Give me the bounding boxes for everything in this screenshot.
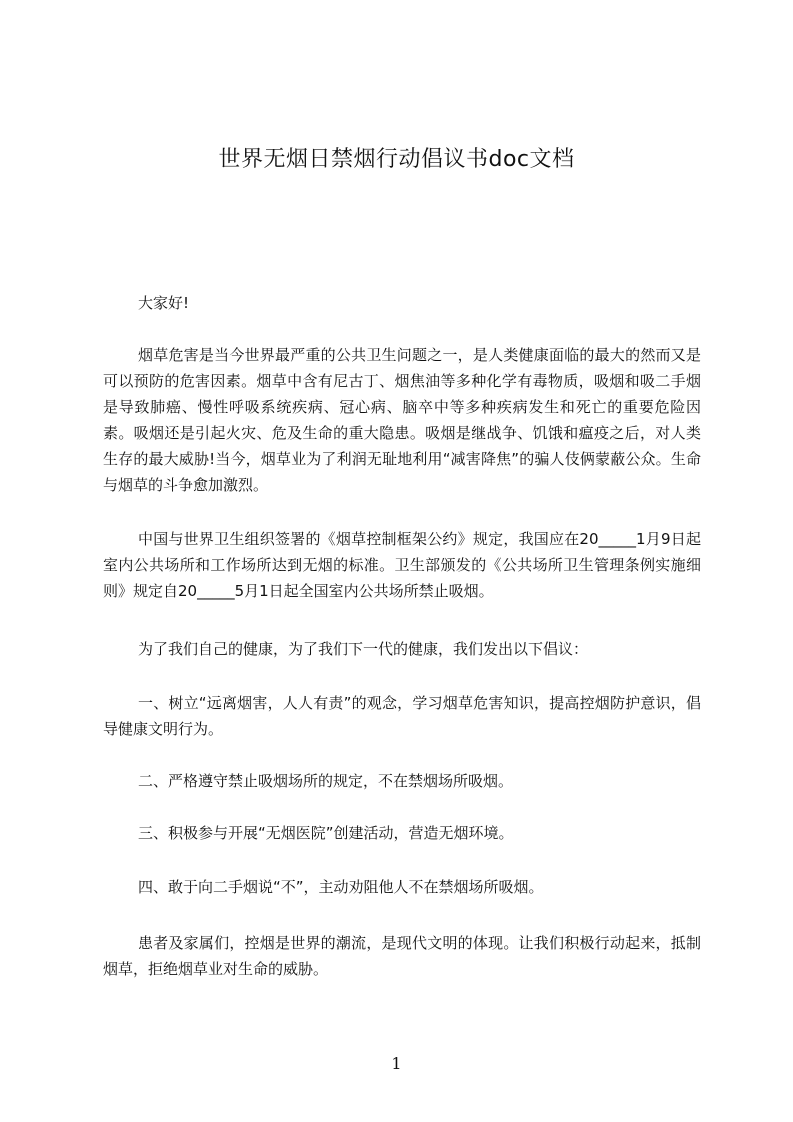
document-title: 世界无烟日禁烟行动倡议书doc文档 — [218, 147, 575, 172]
proposal-item-1: 一、树立“远离烟害，人人有责”的观念，学习烟草危害知识，提高控烟防护意识，倡导健康文明行为。 — [103, 694, 701, 738]
paragraph-smoking-hazards: 烟草危害是当今世界最严重的公共卫生问题之一，是人类健康面临的最大的然而又是可以预防的危害因素。烟草中含有尼古丁、烟焦油等多种化学有毒物质，吸烟和吸二手烟是导致肺癌、慢性呼吸系统疾病、冠心病、脑卒中等多种疾病发生和死亡的重要危险因素。吸烟还是引起火灾、危及生命的重大隐患。吸烟是继战争、饥饿和瘟疫之后，对人类生存的最大威胁!当今，烟草业为了利润无耻地利用“减害降焦”的骗人伎俩蒙蔽公众。生命与烟草的斗争愈加激烈。 — [103, 346, 701, 494]
proposal-item-3: 三、积极参与开展“无烟医院”创建活动，营造无烟环境。 — [138, 824, 514, 842]
paragraph-proposal-intro: 为了我们自己的健康，为了我们下一代的健康，我们发出以下倡议： — [138, 640, 589, 658]
paragraph-regulations: 中国与世界卫生组织签署的《烟草控制框架公约》规定，我国应在20_____1月9日起室内公共场所和工作场所达到无烟的标准。卫生部颁发的《公共场所卫生管理条例实施细则》规定自20_____5月1日起全国室内公共场所禁止吸烟。 — [103, 530, 701, 600]
page-number: 1 — [391, 1054, 402, 1073]
proposal-item-2: 二、严格遵守禁止吸烟场所的规定，不在禁烟场所吸烟。 — [138, 772, 514, 790]
proposal-item-4: 四、敢于向二手烟说“不”，主动劝阻他人不在禁烟场所吸烟。 — [138, 878, 544, 896]
paragraph-closing: 患者及家属们，控烟是世界的潮流，是现代文明的体现。让我们积极行动起来，抵制烟草，拒绝烟草业对生命的威胁。 — [103, 934, 701, 978]
greeting: 大家好! — [138, 294, 190, 312]
